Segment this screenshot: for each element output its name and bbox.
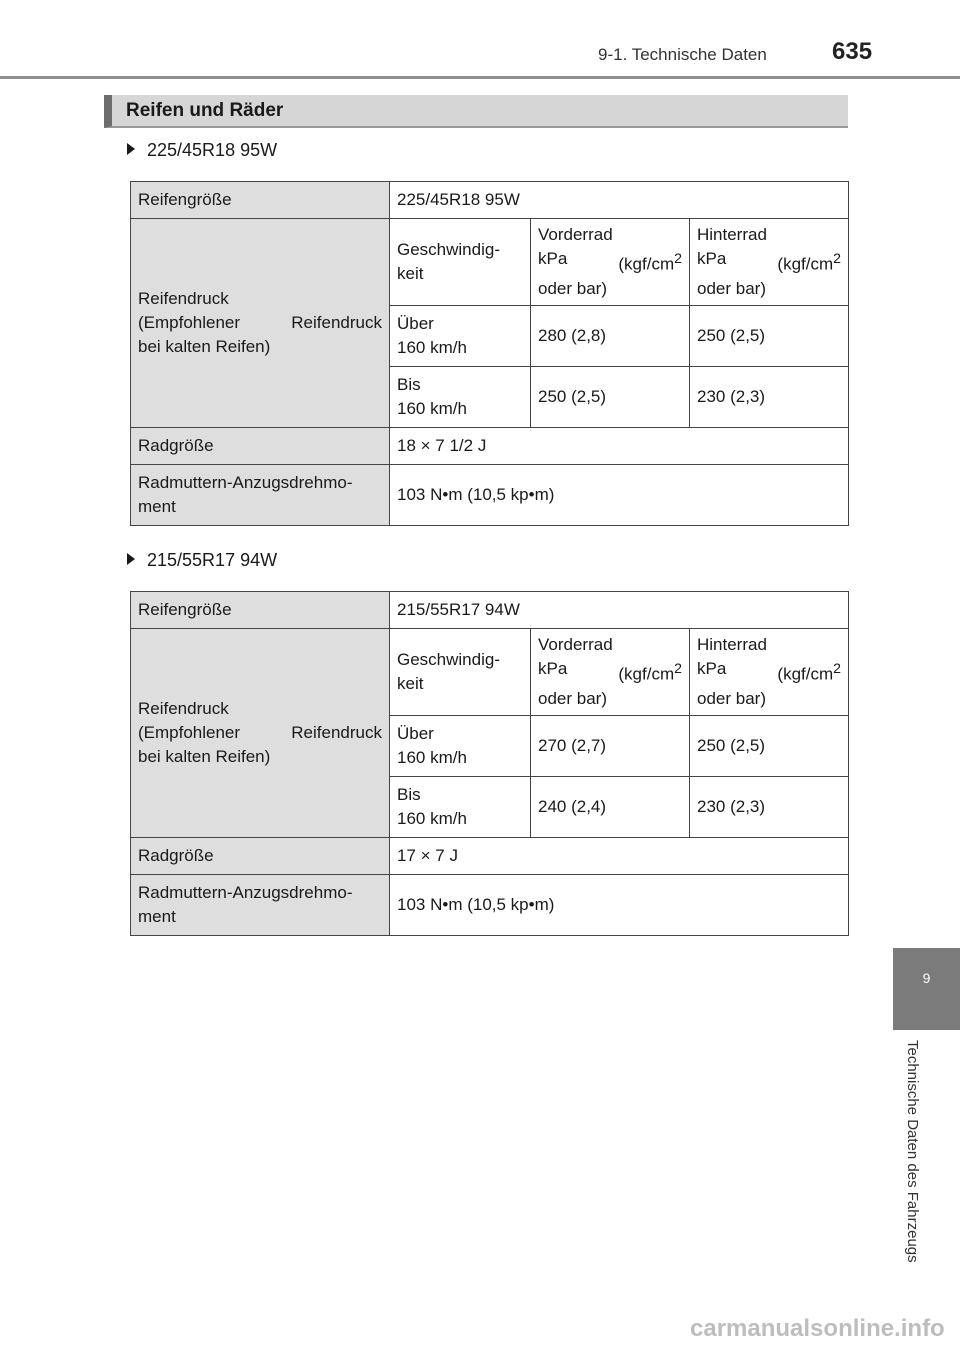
speed-cell bbox=[390, 776, 531, 837]
speed-header-line: keit bbox=[397, 673, 424, 693]
speed-line: Über bbox=[397, 723, 434, 743]
table-row bbox=[131, 592, 849, 629]
front-header bbox=[531, 219, 690, 306]
table-row bbox=[131, 182, 849, 219]
speed-line: Bis bbox=[397, 374, 421, 394]
wheel-size-label: Radgröße bbox=[131, 427, 390, 464]
table-row bbox=[131, 427, 849, 464]
table-row bbox=[131, 874, 849, 935]
pressure-label-word: (Empfohlener bbox=[138, 722, 241, 742]
speed-header-line: keit bbox=[397, 263, 424, 283]
page-number: 635 bbox=[832, 38, 873, 65]
front-header-line bbox=[538, 657, 682, 687]
speed-line: 160 km/h bbox=[397, 398, 467, 418]
pressure-label-word: Reifendruck bbox=[291, 722, 382, 742]
pressure-label-word: (Empfohlener bbox=[138, 312, 241, 332]
rear-header-unit-group bbox=[777, 247, 841, 277]
front-pressure-cell: 280 (2,8) bbox=[531, 305, 690, 366]
torque-label-line: ment bbox=[138, 906, 176, 926]
speed-line: 160 km/h bbox=[397, 808, 467, 828]
torque-label bbox=[131, 464, 390, 525]
section-header: 9-1. Technische Daten bbox=[598, 45, 767, 64]
table-row bbox=[131, 219, 849, 306]
table-row bbox=[131, 837, 849, 874]
rear-header-line: Hinterrad bbox=[697, 225, 767, 244]
pressure-label-line: Reifendruck bbox=[138, 698, 229, 718]
torque-label-line: Radmuttern-Anzugsdrehmo- bbox=[138, 472, 353, 492]
front-header-line: Vorderrad bbox=[538, 225, 613, 244]
superscript: 2 bbox=[833, 251, 842, 267]
speed-header bbox=[390, 629, 531, 716]
rear-header-unit: kPa bbox=[697, 249, 727, 268]
speed-line: Bis bbox=[397, 784, 421, 804]
front-pressure-cell: 270 (2,7) bbox=[531, 715, 690, 776]
chapter-tab bbox=[893, 948, 960, 1030]
rear-header-unit: (kgf/cm bbox=[777, 254, 834, 274]
spec-table-1 bbox=[130, 181, 849, 526]
tire-size-value: 225/45R18 95W bbox=[390, 182, 849, 219]
speed-cell bbox=[390, 305, 531, 366]
front-header bbox=[531, 629, 690, 716]
torque-value: 103 N•m (10,5 kp•m) bbox=[390, 464, 849, 525]
wheel-size-value: 17 × 7 J bbox=[390, 837, 849, 874]
pressure-label bbox=[131, 219, 390, 428]
rear-pressure-cell: 230 (2,3) bbox=[690, 776, 849, 837]
tire-size-label: Reifengröße bbox=[131, 592, 390, 629]
rear-header-unit-group bbox=[777, 657, 841, 687]
speed-line: Über bbox=[397, 313, 434, 333]
tire-size-label: Reifengröße bbox=[131, 182, 390, 219]
torque-label-line: ment bbox=[138, 496, 176, 516]
speed-header bbox=[390, 219, 531, 306]
speed-line: 160 km/h bbox=[397, 747, 467, 767]
front-pressure-cell: 250 (2,5) bbox=[531, 366, 690, 427]
speed-header-line: Geschwindig- bbox=[397, 239, 500, 259]
rear-header-unit: kPa bbox=[697, 659, 727, 678]
variant-label: 215/55R17 94W bbox=[147, 550, 278, 570]
rear-header-line: Hinterrad bbox=[697, 635, 767, 654]
speed-line: 160 km/h bbox=[397, 337, 467, 357]
torque-label-line: Radmuttern-Anzugsdrehmo- bbox=[138, 882, 353, 902]
front-header-unit: (kgf/cm bbox=[618, 664, 675, 684]
torque-value: 103 N•m (10,5 kp•m) bbox=[390, 874, 849, 935]
speed-header-line: Geschwindig- bbox=[397, 649, 500, 669]
arrow-right-icon bbox=[127, 143, 135, 155]
rear-header-unit: (kgf/cm bbox=[777, 664, 834, 684]
superscript: 2 bbox=[674, 251, 682, 267]
section-heading bbox=[104, 95, 848, 128]
front-header-unit-group bbox=[618, 657, 682, 687]
front-header-unit-group bbox=[618, 247, 682, 277]
rear-pressure-cell: 250 (2,5) bbox=[690, 305, 849, 366]
rear-header-line bbox=[697, 247, 841, 277]
pressure-label-line: Reifendruck bbox=[138, 288, 229, 308]
pressure-label-line: bei kalten Reifen) bbox=[138, 336, 271, 356]
variant-heading-1 bbox=[127, 140, 277, 161]
rear-header-line: oder bar) bbox=[697, 688, 766, 708]
variant-label: 225/45R18 95W bbox=[147, 140, 278, 160]
speed-cell bbox=[390, 715, 531, 776]
wheel-size-value: 18 × 7 1/2 J bbox=[390, 427, 849, 464]
front-header-line: oder bar) bbox=[538, 278, 607, 298]
pressure-label bbox=[131, 629, 390, 838]
rear-header bbox=[690, 219, 849, 306]
rear-header bbox=[690, 629, 849, 716]
section-title: Reifen und Räder bbox=[126, 100, 284, 121]
watermark: carmanualsonline.info bbox=[690, 1315, 945, 1342]
chapter-number: 9 bbox=[922, 970, 931, 986]
rear-header-line: oder bar) bbox=[697, 278, 766, 298]
pressure-label-word: Reifendruck bbox=[291, 312, 382, 332]
front-header-unit: kPa bbox=[538, 659, 568, 678]
front-header-unit: (kgf/cm bbox=[618, 254, 675, 274]
rear-header-line bbox=[697, 657, 841, 687]
wheel-size-label: Radgröße bbox=[131, 837, 390, 874]
superscript: 2 bbox=[674, 661, 682, 677]
torque-label bbox=[131, 874, 390, 935]
front-header-unit: kPa bbox=[538, 249, 568, 268]
rear-pressure-cell: 250 (2,5) bbox=[690, 715, 849, 776]
pressure-label-line bbox=[138, 721, 382, 745]
front-header-line: Vorderrad bbox=[538, 635, 613, 654]
variant-heading-2 bbox=[127, 550, 277, 571]
front-header-line: oder bar) bbox=[538, 688, 607, 708]
table-row bbox=[131, 629, 849, 716]
header-rule bbox=[0, 76, 960, 79]
pressure-label-line bbox=[138, 311, 382, 335]
tire-size-value: 215/55R17 94W bbox=[390, 592, 849, 629]
front-pressure-cell: 240 (2,4) bbox=[531, 776, 690, 837]
front-header-line bbox=[538, 247, 682, 277]
speed-cell bbox=[390, 366, 531, 427]
spec-table-2 bbox=[130, 591, 849, 936]
rear-pressure-cell: 230 (2,3) bbox=[690, 366, 849, 427]
chapter-label: Technische Daten des Fahrzeugs bbox=[904, 1040, 921, 1263]
superscript: 2 bbox=[833, 661, 842, 677]
table-row bbox=[131, 464, 849, 525]
pressure-label-line: bei kalten Reifen) bbox=[138, 746, 271, 766]
arrow-right-icon bbox=[127, 553, 135, 565]
